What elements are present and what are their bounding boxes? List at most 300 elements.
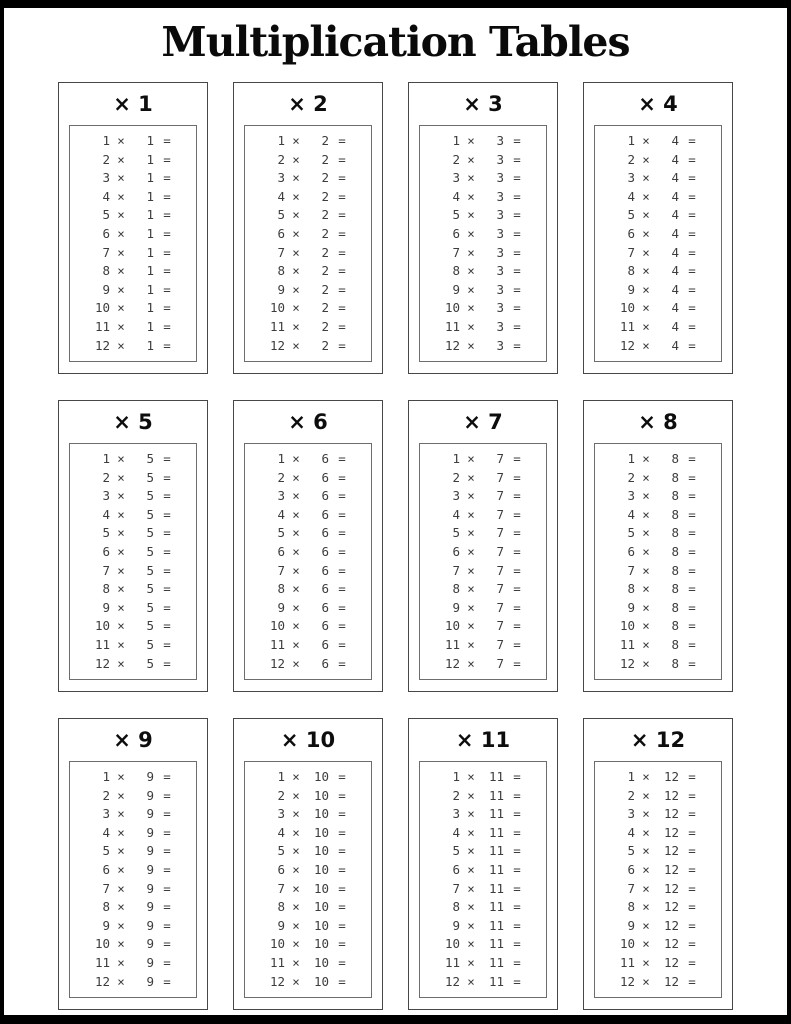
times-sign: ×: [292, 769, 300, 784]
equals-sign: =: [163, 188, 171, 204]
equation-row: [436, 881, 546, 900]
equals-sign: =: [338, 506, 346, 522]
equation-row: [86, 974, 196, 993]
times-sign: ×: [467, 469, 475, 485]
multiplicand: 12: [444, 655, 460, 671]
multiplier: 1: [146, 225, 154, 241]
multiplicand: 11: [444, 954, 460, 970]
equals-sign: =: [688, 562, 696, 578]
equation-row: [611, 788, 721, 807]
equals-sign: =: [513, 787, 521, 803]
multiplicand: 1: [102, 769, 110, 784]
multiplier: 5: [146, 488, 154, 504]
multiplicand: 12: [444, 973, 460, 989]
equation-row: [261, 881, 371, 900]
times-sign: ×: [292, 151, 300, 167]
equals-sign: =: [163, 861, 171, 877]
multiplier: 4: [671, 337, 679, 353]
times-sign: ×: [467, 954, 475, 970]
multiplicand: 3: [277, 488, 285, 504]
table-card-x6: [233, 400, 383, 692]
multiplicand: 9: [102, 599, 110, 615]
times-sign: ×: [642, 824, 650, 840]
multiplicand: 7: [102, 244, 110, 260]
equation-row: [611, 881, 721, 900]
table-card-x2: [233, 82, 383, 374]
multiplier: 8: [671, 451, 679, 466]
multiplicand: 12: [94, 973, 110, 989]
multiplicand: 12: [269, 655, 285, 671]
times-sign: ×: [292, 936, 300, 952]
tables-grid: [4, 82, 787, 1010]
equals-sign: =: [338, 936, 346, 952]
equation-row: [261, 525, 371, 544]
equals-sign: =: [513, 225, 521, 241]
multiplier: 12: [663, 899, 679, 915]
equals-sign: =: [338, 636, 346, 652]
equation-row: [611, 544, 721, 563]
times-sign: ×: [292, 225, 300, 241]
times-sign: ×: [642, 936, 650, 952]
times-sign: ×: [467, 880, 475, 896]
times-sign: ×: [117, 769, 125, 784]
multiplier: 1: [146, 151, 154, 167]
multiplicand: 9: [277, 281, 285, 297]
equals-sign: =: [513, 899, 521, 915]
equals-sign: =: [338, 562, 346, 578]
times-sign: ×: [292, 318, 300, 334]
multiplier: 2: [321, 207, 329, 223]
multiplier: 2: [321, 337, 329, 353]
multiplicand: 6: [452, 543, 460, 559]
multiplier: 11: [488, 824, 504, 840]
equation-row: [261, 769, 371, 788]
equation-row: [261, 207, 371, 226]
equals-sign: =: [338, 861, 346, 877]
multiplier: 5: [146, 636, 154, 652]
multiplier: 1: [146, 170, 154, 186]
equals-sign: =: [338, 263, 346, 279]
multiplicand: 4: [102, 506, 110, 522]
equation-row: [436, 152, 546, 171]
multiplier: 6: [321, 599, 329, 615]
equals-sign: =: [688, 451, 696, 466]
multiplicand: 5: [627, 207, 635, 223]
equation-row: [86, 263, 196, 282]
multiplier: 10: [313, 769, 329, 784]
multiplicand: 7: [627, 880, 635, 896]
equals-sign: =: [688, 318, 696, 334]
equals-sign: =: [163, 263, 171, 279]
multiplicand: 11: [619, 318, 635, 334]
times-sign: ×: [467, 936, 475, 952]
multiplier: 6: [321, 525, 329, 541]
times-sign: ×: [117, 581, 125, 597]
times-sign: ×: [117, 861, 125, 877]
equation-row: [611, 525, 721, 544]
equals-sign: =: [163, 636, 171, 652]
equation-row: [261, 245, 371, 264]
equals-sign: =: [513, 769, 521, 784]
times-sign: ×: [292, 543, 300, 559]
equals-sign: =: [513, 618, 521, 634]
equation-row: [261, 470, 371, 489]
equation-row: [611, 955, 721, 974]
equals-sign: =: [688, 207, 696, 223]
multiplicand: 4: [452, 188, 460, 204]
equals-sign: =: [338, 769, 346, 784]
multiplicand: 9: [452, 917, 460, 933]
times-sign: ×: [292, 488, 300, 504]
equation-row: [611, 656, 721, 675]
times-sign: ×: [292, 843, 300, 859]
multiplier: 2: [321, 300, 329, 316]
multiplicand: 10: [269, 300, 285, 316]
multiplicand: 3: [452, 806, 460, 822]
multiplicand: 11: [94, 954, 110, 970]
times-sign: ×: [117, 562, 125, 578]
equals-sign: =: [513, 543, 521, 559]
times-sign: ×: [117, 188, 125, 204]
equals-sign: =: [513, 562, 521, 578]
multiplicand: 9: [277, 599, 285, 615]
equals-sign: =: [513, 954, 521, 970]
times-sign: ×: [117, 787, 125, 803]
equals-sign: =: [163, 488, 171, 504]
equals-sign: =: [688, 769, 696, 784]
equals-sign: =: [338, 469, 346, 485]
times-sign: ×: [642, 318, 650, 334]
equals-sign: =: [688, 917, 696, 933]
times-sign: ×: [117, 207, 125, 223]
multiplier: 9: [146, 787, 154, 803]
equals-sign: =: [163, 506, 171, 522]
multiplier: 6: [321, 655, 329, 671]
multiplicand: 6: [277, 543, 285, 559]
multiplier: 11: [488, 787, 504, 803]
multiplier: 9: [146, 769, 154, 784]
equals-sign: =: [688, 263, 696, 279]
equals-sign: =: [688, 880, 696, 896]
equation-row: [611, 600, 721, 619]
table-card-header: × 4: [638, 92, 678, 116]
equation-row: [436, 581, 546, 600]
multiplicand: 9: [627, 917, 635, 933]
times-sign: ×: [117, 917, 125, 933]
equals-sign: =: [163, 954, 171, 970]
multiplier: 10: [313, 973, 329, 989]
equals-sign: =: [688, 936, 696, 952]
multiplicand: 5: [452, 207, 460, 223]
multiplier: 3: [496, 263, 504, 279]
multiplicand: 11: [94, 636, 110, 652]
times-sign: ×: [117, 263, 125, 279]
multiplicand: 2: [277, 151, 285, 167]
multiplier: 5: [146, 506, 154, 522]
multiplier: 1: [146, 300, 154, 316]
multiplier: 2: [321, 244, 329, 260]
equations-box: [594, 125, 722, 362]
multiplier: 1: [146, 281, 154, 297]
equation-row: [261, 263, 371, 282]
equation-row: [611, 563, 721, 582]
times-sign: ×: [642, 899, 650, 915]
equation-row: [261, 133, 371, 152]
multiplier: 11: [488, 806, 504, 822]
times-sign: ×: [292, 281, 300, 297]
multiplicand: 6: [627, 861, 635, 877]
equals-sign: =: [513, 469, 521, 485]
times-sign: ×: [642, 225, 650, 241]
times-sign: ×: [467, 917, 475, 933]
multiplicand: 1: [452, 451, 460, 466]
equation-row: [436, 488, 546, 507]
multiplier: 3: [496, 151, 504, 167]
equation-row: [261, 451, 371, 470]
multiplier: 11: [488, 843, 504, 859]
multiplicand: 4: [277, 506, 285, 522]
times-sign: ×: [292, 973, 300, 989]
equals-sign: =: [513, 506, 521, 522]
multiplicand: 5: [277, 843, 285, 859]
multiplier: 11: [488, 861, 504, 877]
multiplicand: 12: [619, 973, 635, 989]
multiplicand: 8: [277, 263, 285, 279]
multiplicand: 1: [452, 769, 460, 784]
multiplier: 11: [488, 769, 504, 784]
multiplier: 12: [663, 880, 679, 896]
multiplier: 3: [496, 318, 504, 334]
multiplicand: 9: [102, 917, 110, 933]
times-sign: ×: [642, 133, 650, 148]
multiplicand: 2: [277, 469, 285, 485]
equals-sign: =: [163, 543, 171, 559]
multiplier: 11: [488, 917, 504, 933]
times-sign: ×: [467, 506, 475, 522]
equations-box: [244, 125, 372, 362]
equation-row: [86, 825, 196, 844]
multiplier: 9: [146, 824, 154, 840]
multiplicand: 7: [102, 562, 110, 578]
equals-sign: =: [338, 543, 346, 559]
multiplicand: 8: [452, 581, 460, 597]
equation-row: [86, 936, 196, 955]
equation-row: [436, 226, 546, 245]
equals-sign: =: [513, 188, 521, 204]
multiplicand: 3: [452, 488, 460, 504]
times-sign: ×: [292, 787, 300, 803]
times-sign: ×: [292, 133, 300, 148]
equation-row: [86, 899, 196, 918]
equals-sign: =: [338, 618, 346, 634]
multiplicand: 9: [452, 281, 460, 297]
multiplier: 3: [496, 170, 504, 186]
times-sign: ×: [117, 281, 125, 297]
multiplicand: 7: [452, 244, 460, 260]
equals-sign: =: [688, 618, 696, 634]
equals-sign: =: [688, 337, 696, 353]
equation-row: [611, 470, 721, 489]
multiplicand: 2: [627, 469, 635, 485]
times-sign: ×: [292, 880, 300, 896]
times-sign: ×: [117, 806, 125, 822]
multiplier: 1: [146, 263, 154, 279]
multiplier: 9: [146, 917, 154, 933]
times-sign: ×: [292, 300, 300, 316]
equation-row: [261, 974, 371, 993]
times-sign: ×: [467, 151, 475, 167]
equals-sign: =: [338, 133, 346, 148]
equals-sign: =: [338, 973, 346, 989]
equation-row: [436, 189, 546, 208]
equals-sign: =: [513, 917, 521, 933]
times-sign: ×: [292, 806, 300, 822]
equals-sign: =: [338, 655, 346, 671]
times-sign: ×: [642, 843, 650, 859]
times-sign: ×: [117, 618, 125, 634]
equals-sign: =: [688, 861, 696, 877]
times-sign: ×: [117, 655, 125, 671]
equals-sign: =: [163, 207, 171, 223]
multiplier: 8: [671, 636, 679, 652]
multiplier: 10: [313, 917, 329, 933]
equals-sign: =: [163, 655, 171, 671]
equation-row: [436, 207, 546, 226]
times-sign: ×: [642, 244, 650, 260]
equals-sign: =: [338, 170, 346, 186]
equations-box: [419, 443, 547, 680]
equation-row: [86, 637, 196, 656]
equation-row: [261, 282, 371, 301]
equation-row: [86, 226, 196, 245]
multiplier: 4: [671, 207, 679, 223]
equals-sign: =: [338, 207, 346, 223]
multiplicand: 8: [452, 263, 460, 279]
equation-row: [261, 862, 371, 881]
equals-sign: =: [163, 133, 171, 148]
multiplicand: 2: [102, 787, 110, 803]
times-sign: ×: [642, 469, 650, 485]
equation-row: [86, 788, 196, 807]
equals-sign: =: [338, 225, 346, 241]
multiplicand: 5: [452, 843, 460, 859]
multiplicand: 1: [452, 133, 460, 148]
multiplicand: 8: [102, 581, 110, 597]
multiplicand: 12: [619, 655, 635, 671]
multiplicand: 10: [444, 936, 460, 952]
multiplicand: 6: [277, 225, 285, 241]
equals-sign: =: [163, 899, 171, 915]
multiplier: 8: [671, 599, 679, 615]
equals-sign: =: [338, 954, 346, 970]
multiplier: 8: [671, 655, 679, 671]
multiplicand: 4: [277, 188, 285, 204]
equals-sign: =: [163, 170, 171, 186]
multiplicand: 12: [94, 337, 110, 353]
equation-row: [86, 881, 196, 900]
multiplier: 7: [496, 636, 504, 652]
equals-sign: =: [513, 655, 521, 671]
equation-row: [261, 507, 371, 526]
equation-row: [86, 525, 196, 544]
multiplier: 4: [671, 244, 679, 260]
equation-row: [611, 507, 721, 526]
equation-row: [86, 806, 196, 825]
times-sign: ×: [292, 954, 300, 970]
equals-sign: =: [338, 599, 346, 615]
times-sign: ×: [117, 636, 125, 652]
equation-row: [436, 300, 546, 319]
multiplicand: 7: [277, 244, 285, 260]
multiplier: 11: [488, 954, 504, 970]
multiplicand: 6: [627, 225, 635, 241]
times-sign: ×: [467, 806, 475, 822]
multiplicand: 10: [94, 936, 110, 952]
equation-row: [436, 769, 546, 788]
multiplier: 7: [496, 525, 504, 541]
multiplier: 3: [496, 188, 504, 204]
equals-sign: =: [163, 824, 171, 840]
multiplier: 4: [671, 281, 679, 297]
multiplicand: 4: [627, 506, 635, 522]
times-sign: ×: [117, 843, 125, 859]
equals-sign: =: [163, 973, 171, 989]
times-sign: ×: [467, 188, 475, 204]
multiplier: 2: [321, 188, 329, 204]
times-sign: ×: [642, 188, 650, 204]
equation-row: [86, 133, 196, 152]
times-sign: ×: [467, 562, 475, 578]
times-sign: ×: [642, 525, 650, 541]
equals-sign: =: [163, 451, 171, 466]
table-card-x1: [58, 82, 208, 374]
multiplicand: 10: [269, 936, 285, 952]
multiplicand: 2: [102, 151, 110, 167]
equation-row: [261, 226, 371, 245]
times-sign: ×: [292, 244, 300, 260]
equals-sign: =: [688, 655, 696, 671]
equation-row: [86, 152, 196, 171]
times-sign: ×: [642, 170, 650, 186]
equals-sign: =: [513, 133, 521, 148]
multiplicand: 1: [277, 133, 285, 148]
times-sign: ×: [467, 133, 475, 148]
times-sign: ×: [642, 599, 650, 615]
equation-row: [611, 245, 721, 264]
equation-row: [436, 806, 546, 825]
times-sign: ×: [467, 207, 475, 223]
equation-row: [261, 843, 371, 862]
multiplier: 7: [496, 506, 504, 522]
equals-sign: =: [338, 488, 346, 504]
equals-sign: =: [513, 488, 521, 504]
multiplicand: 12: [269, 973, 285, 989]
times-sign: ×: [117, 318, 125, 334]
multiplier: 10: [313, 861, 329, 877]
table-card-x12: [583, 718, 733, 1010]
times-sign: ×: [292, 207, 300, 223]
multiplicand: 7: [102, 880, 110, 896]
equals-sign: =: [338, 843, 346, 859]
times-sign: ×: [467, 843, 475, 859]
equation-row: [86, 451, 196, 470]
multiplier: 7: [496, 581, 504, 597]
times-sign: ×: [467, 337, 475, 353]
multiplicand: 10: [94, 300, 110, 316]
multiplicand: 2: [452, 787, 460, 803]
times-sign: ×: [467, 787, 475, 803]
multiplier: 6: [321, 506, 329, 522]
